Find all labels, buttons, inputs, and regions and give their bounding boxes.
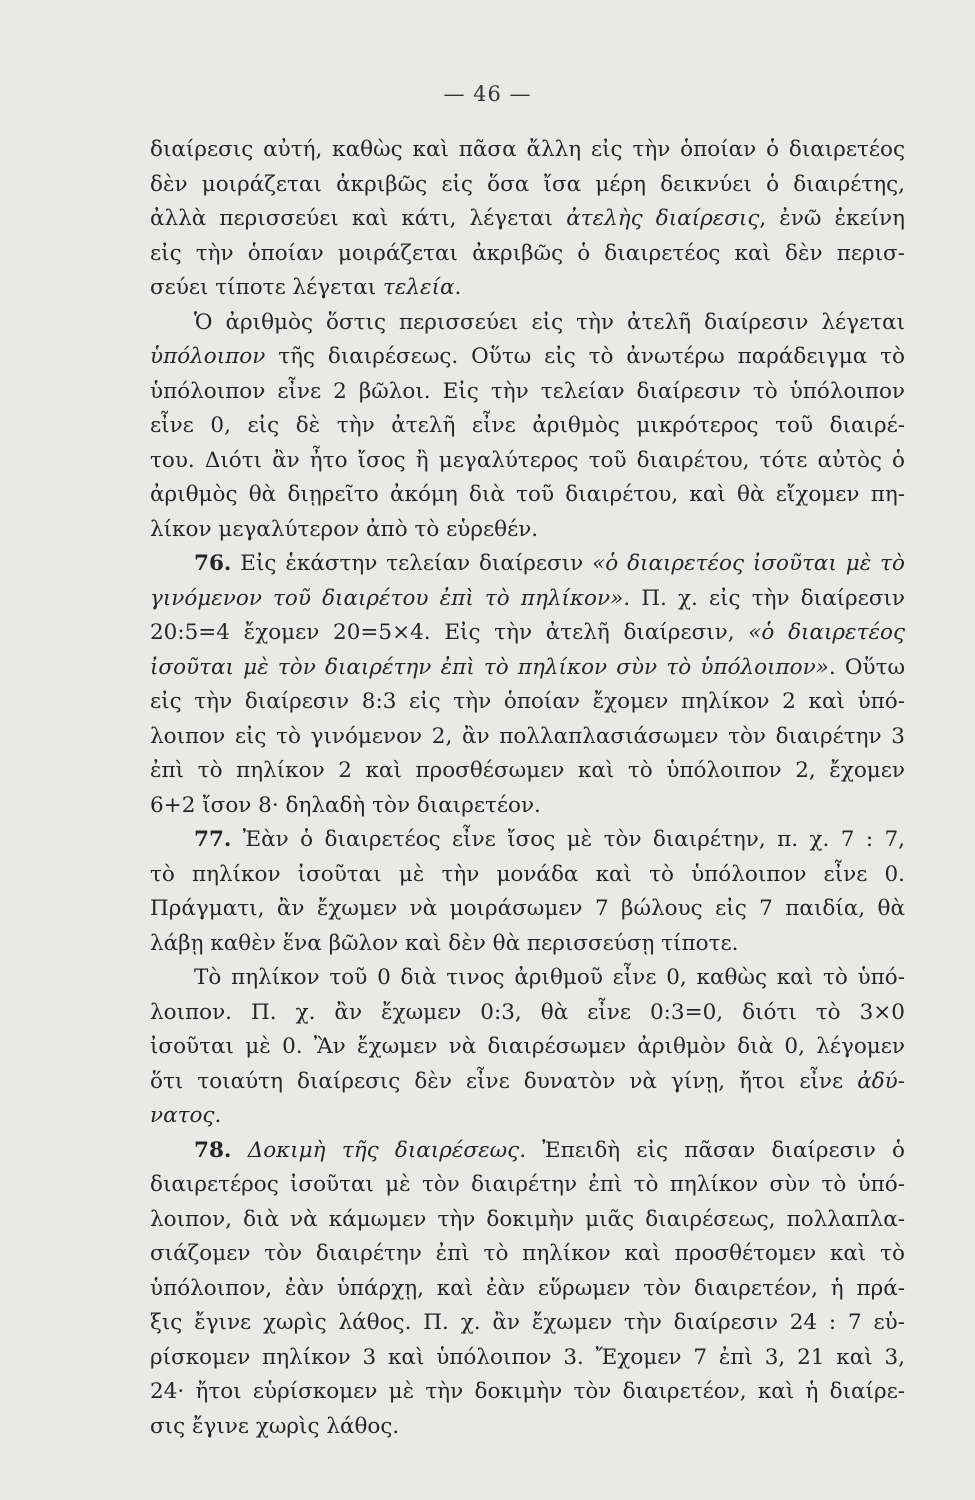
text-line <box>150 1099 905 1134</box>
text-run: λάβῃ καθὲν ἕνα βῶλον καὶ δὲν θὰ περισσεύσῃ τίποτε. <box>150 930 739 956</box>
text-run: λοιπον. Π. χ. ἂν ἔχωμεν 0:3, θὰ εἶνε 0:3=0, διότι τὸ 3×0 <box>150 999 905 1025</box>
text-run: σιάζομεν τὸν διαιρέτην ἐπὶ τὸ πηλίκον καὶ προσθέτομεν καὶ τὸ <box>150 1241 905 1266</box>
text-line <box>150 1134 905 1169</box>
text-run: διαίρεσις αὐτή, καθὼς καὶ πᾶσα ἄλλη εἰς τὴν ὁποίαν ὁ διαιρετέος <box>150 137 905 162</box>
text-line <box>150 1237 905 1272</box>
text-line <box>150 133 905 168</box>
text-run: Εἰς ἑκάστην τελείαν διαίρεσιν <box>231 551 593 576</box>
text-line <box>150 1030 905 1065</box>
text-line <box>150 478 905 513</box>
text-line <box>150 1203 905 1238</box>
text-run: ἀλλὰ περισσεύει καὶ κάτι, λέγεται <box>150 206 567 231</box>
text-run: σις ἔγινε χωρὶς λάθος. <box>150 1413 400 1439</box>
body-text <box>150 133 905 1444</box>
text-line <box>150 513 905 548</box>
text-run: 6+2 ἴσον 8· δηλαδὴ τὸν διαιρετέον. <box>150 792 541 818</box>
italic-text: τελεία <box>382 275 455 300</box>
text-line <box>150 927 905 962</box>
text-line <box>150 1410 905 1445</box>
text-line <box>150 996 905 1031</box>
text-run: τὸ πηλίκον ἰσοῦται μὲ τὴν μονάδα καὶ τὸ ὑπόλοιπον εἶνε 0. <box>150 861 905 887</box>
italic-text: Δοκιμὴ τῆς διαιρέσεως <box>247 1137 520 1163</box>
text-line <box>150 547 905 582</box>
text-run: εἰς τὴν ὁποίαν μοιράζεται ἀκριβῶς ὁ διαιρετέος καὶ δὲν περισ- <box>150 240 905 266</box>
text-run: ρίσκομεν πηλίκον 3 καὶ ὑπόλοιπον 3. Ἔχομεν 7 ἐπὶ 3, 21 καὶ 3, <box>150 1344 905 1370</box>
text-run: Τὸ πηλίκον τοῦ 0 διὰ τινος ἀριθμοῦ εἶνε 0, καθὼς καὶ τὸ ὑπό- <box>194 965 905 990</box>
text-line <box>150 685 905 720</box>
text-line <box>150 1168 905 1203</box>
text-line <box>150 720 905 755</box>
text-line <box>150 271 905 306</box>
text-line <box>150 237 905 272</box>
italic-text: ἀδύ- <box>857 1068 905 1094</box>
text-run: σεύει τίποτε λέγεται <box>150 275 383 300</box>
text-run: ἀριθμὸς θὰ διῃρεῖτο ἀκόμη διὰ τοῦ διαιρέτου, καὶ θὰ εἴχομεν πη- <box>150 482 905 507</box>
italic-text: γινόμενον τοῦ διαιρέτου ἐπὶ τὸ πηλίκον» <box>150 585 624 611</box>
text-line <box>150 444 905 479</box>
text-line <box>150 789 905 824</box>
text-run: ὑπόλοιπον εἶνε 2 βῶλοι. Εἰς τὴν τελείαν διαίρεσιν τὸ ὑπόλοιπον <box>150 378 905 404</box>
text-run: ἰσοῦται μὲ 0. Ἂν ἔχωμεν νὰ διαιρέσωμεν ἀριθμὸν διὰ 0, λέγομεν <box>150 1034 905 1059</box>
text-run: . <box>214 1103 222 1128</box>
paragraph-number: 77. <box>194 827 232 852</box>
italic-text: νατος <box>150 1103 215 1128</box>
text-run: ὅτι τοιαύτη διαίρεσις δὲν εἶνε δυνατὸν νὰ γίνῃ, ἤτοι εἶνε <box>150 1068 858 1094</box>
text-line <box>150 961 905 996</box>
text-run: διαιρετέρος ἰσοῦται μὲ τὸν διαιρέτην ἐπὶ τὸ πηλίκον σὺν τὸ ὑπό- <box>150 1172 905 1197</box>
text-run: ὑπόλοιπον, ἐὰν ὑπάρχῃ, καὶ ἐὰν εὕρωμεν τὸν διαιρετέον, ἡ πρά- <box>150 1275 905 1301</box>
text-line <box>150 754 905 789</box>
text-run: . <box>454 275 462 300</box>
text-line <box>150 1306 905 1341</box>
text-line <box>150 823 905 858</box>
text-run: , ἐνῶ ἐκείνη <box>759 206 905 231</box>
text-line <box>150 202 905 237</box>
text-run: του. Διότι ἂν ἦτο ἴσος ἢ μεγαλύτερος τοῦ διαιρέτου, τότε αὐτὸς ὁ <box>150 447 905 473</box>
text-line <box>150 858 905 893</box>
text-line <box>150 306 905 341</box>
text-line <box>150 892 905 927</box>
paragraph-number: 76. <box>194 551 232 576</box>
text-run: 20:5=4 ἔχομεν 20=5×4. Εἰς τὴν ἀτελῆ διαίρεσιν, <box>150 620 749 645</box>
italic-text: «ὁ διαιρετέος <box>748 620 905 645</box>
text-line <box>150 582 905 617</box>
text-run: εἰς τὴν διαίρεσιν 8:3 εἰς τὴν ὁποίαν ἔχομεν πηλίκον 2 καὶ ὑπό- <box>150 689 905 714</box>
text-run: Ἐὰν ὁ διαιρετέος εἶνε ἴσος μὲ τὸν διαιρέτην, π. χ. 7 : 7, <box>231 827 905 852</box>
text-run: 24· ἤτοι εὑρίσκομεν μὲ τὴν δοκιμὴν τὸν διαιρετέον, καὶ ἡ διαίρε- <box>150 1379 905 1404</box>
text-run: λοιπον εἰς τὸ γινόμενον 2, ἂν πολλαπλασιάσωμεν τὸν διαιρέτην 3 <box>150 723 905 749</box>
text-line <box>150 651 905 686</box>
italic-text: «ὁ διαιρετέος ἰσοῦται μὲ τὸ <box>592 551 905 576</box>
text-line <box>150 1375 905 1410</box>
italic-text: ἰσοῦται μὲ τὸν διαιρέτην ἐπὶ τὸ πηλίκον σὺν τὸ ὑπόλοιπον» <box>150 654 829 680</box>
text-run: εἶνε 0, εἰς δὲ τὴν ἀτελῆ εἶνε ἀριθμὸς μικρότερος τοῦ διαιρέ- <box>150 413 905 438</box>
text-line <box>150 1272 905 1307</box>
text-run: . Οὕτω <box>828 654 905 680</box>
text-run: Ὁ ἀριθμὸς ὅστις περισσεύει εἰς τὴν ἀτελῆ διαίρεσιν λέγεται <box>194 309 905 335</box>
page-number: — 46 — <box>443 82 532 106</box>
italic-text: ἀτελὴς διαίρεσις <box>566 206 760 231</box>
text-run: . Ἐπειδὴ εἰς πᾶσαν διαίρεσιν ὁ <box>519 1137 905 1163</box>
text-line <box>150 340 905 375</box>
text-run: ξις ἔγινε χωρὶς λάθος. Π. χ. ἂν ἔχωμεν τὴν διαίρεσιν 24 : 7 εὑ- <box>150 1310 905 1335</box>
text-run: ἐπὶ τὸ πηλίκον 2 καὶ προσθέσωμεν καὶ τὸ ὑπόλοιπον 2, ἔχομεν <box>150 758 905 783</box>
italic-text: ὑπόλοιπον <box>150 344 266 369</box>
text-line <box>150 1341 905 1376</box>
text-run: Πράγματι, ἂν ἔχωμεν νὰ μοιράσωμεν 7 βώλους εἰς 7 παιδία, θὰ <box>150 896 905 921</box>
text-line <box>150 375 905 410</box>
text-line <box>150 409 905 444</box>
text-line <box>150 1065 905 1100</box>
text-line <box>150 168 905 203</box>
text-run: δὲν μοιράζεται ἀκριβῶς εἰς ὅσα ἴσα μέρη δεικνύει ὁ διαιρέτης, <box>150 171 905 197</box>
text-run: λίκον μεγαλύτερον ἀπὸ τὸ εὑρεθέν. <box>150 516 539 542</box>
text-run <box>231 1138 247 1163</box>
text-run: λοιπον, διὰ νὰ κάμωμεν τὴν δοκιμὴν μιᾶς διαιρέσεως, πολλαπλα- <box>150 1206 905 1232</box>
text-line <box>150 616 905 651</box>
text-run: . Π. χ. εἰς τὴν διαίρεσιν <box>623 585 905 611</box>
text-run: τῆς διαιρέσεως. Οὕτω εἰς τὸ ἀνωτέρω παράδειγμα τὸ <box>265 344 905 369</box>
paragraph-number: 78. <box>194 1137 232 1163</box>
